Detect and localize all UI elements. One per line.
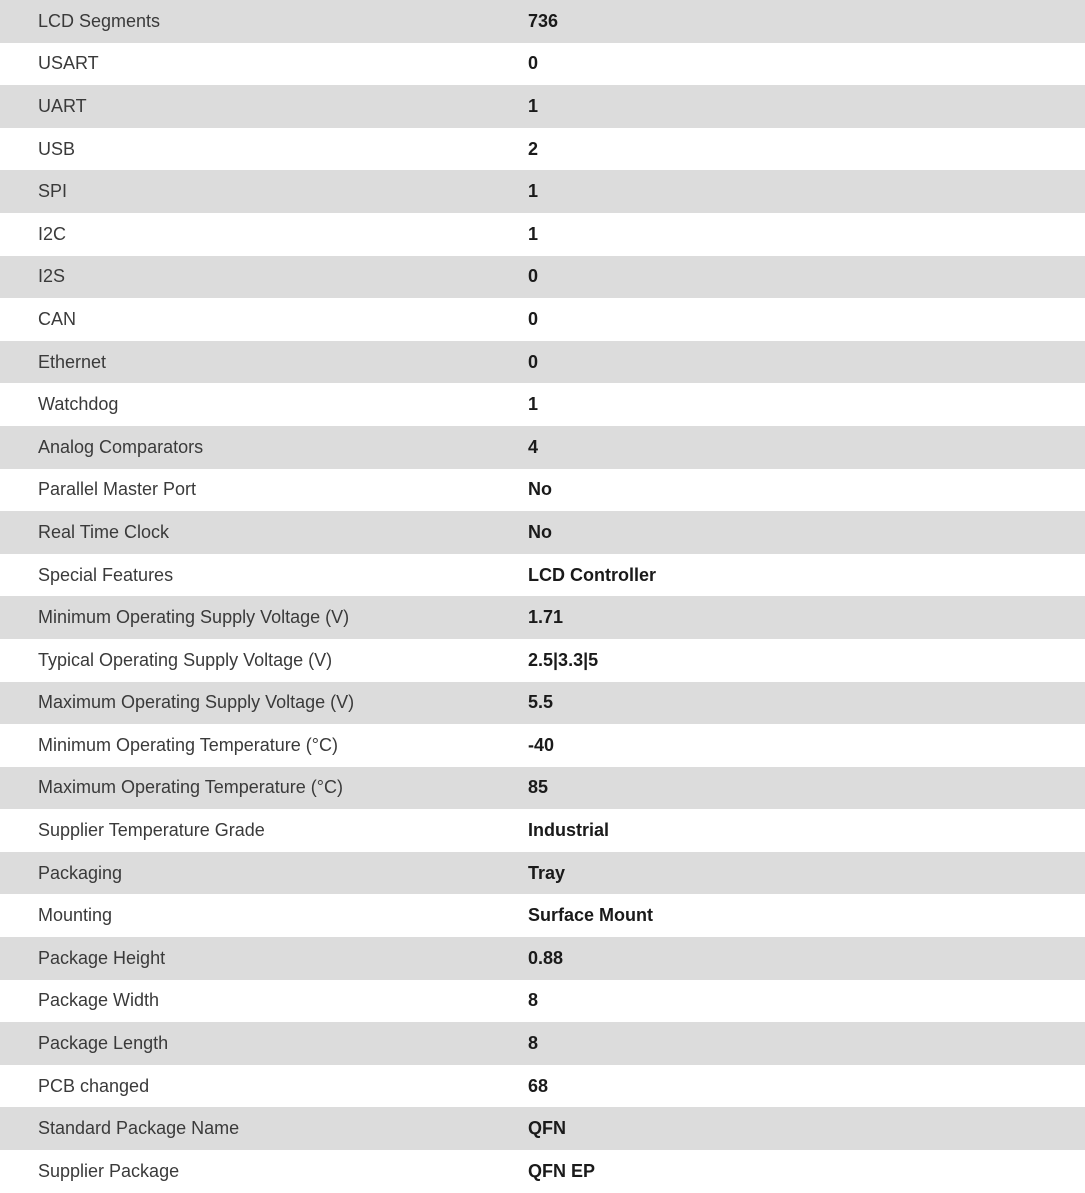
spec-value: 1: [528, 394, 539, 415]
spec-row: [0, 383, 1085, 426]
spec-row: [0, 85, 1085, 128]
spec-label: LCD Segments: [38, 10, 161, 31]
spec-value: 0: [528, 308, 539, 329]
spec-label: Ethernet: [38, 351, 107, 372]
spec-label: Minimum Operating Temperature (°C): [38, 734, 338, 755]
spec-row: [0, 1022, 1085, 1065]
spec-row: [0, 980, 1085, 1023]
spec-row: [0, 596, 1085, 639]
spec-value: Surface Mount: [528, 905, 654, 926]
spec-row: [0, 213, 1085, 256]
spec-value: Industrial: [528, 820, 610, 841]
spec-label: USB: [38, 138, 76, 159]
spec-label: SPI: [38, 181, 68, 202]
spec-label: Real Time Clock: [38, 521, 170, 542]
spec-value: LCD Controller: [528, 564, 656, 585]
spec-row: [0, 894, 1085, 937]
spec-value: 0: [528, 351, 539, 372]
spec-label: Special Features: [38, 564, 174, 585]
spec-row: [0, 1107, 1085, 1150]
spec-row: [0, 170, 1085, 213]
spec-label: Package Length: [38, 1033, 169, 1054]
spec-label: Typical Operating Supply Voltage (V): [38, 649, 333, 670]
spec-value: QFN: [528, 1118, 566, 1139]
spec-value: 1: [528, 181, 539, 202]
spec-row: [0, 256, 1085, 299]
spec-label: Watchdog: [38, 394, 119, 415]
spec-value: 85: [528, 777, 549, 798]
spec-row: [0, 43, 1085, 86]
spec-label: Package Height: [38, 947, 166, 968]
spec-row: [0, 937, 1085, 980]
spec-label: USART: [38, 53, 99, 74]
spec-label: Maximum Operating Temperature (°C): [38, 777, 343, 798]
spec-label: Analog Comparators: [38, 436, 204, 457]
spec-value: -40: [528, 734, 555, 755]
spec-value: 0.88: [528, 947, 564, 968]
spec-value: 2: [528, 138, 539, 159]
spec-value: 4: [528, 436, 539, 457]
spec-label: I2C: [38, 223, 67, 244]
spec-label: Maximum Operating Supply Voltage (V): [38, 692, 355, 713]
spec-row: [0, 0, 1085, 43]
spec-row: [0, 639, 1085, 682]
spec-row: [0, 511, 1085, 554]
spec-value: 0: [528, 53, 539, 74]
spec-value: 1: [528, 95, 539, 116]
spec-value: No: [528, 521, 552, 542]
spec-value: 0: [528, 266, 539, 287]
spec-label: Mounting: [38, 905, 113, 926]
spec-row: [0, 298, 1085, 341]
spec-value: QFN EP: [528, 1160, 596, 1181]
spec-value: 1: [528, 223, 539, 244]
spec-row: [0, 682, 1085, 725]
spec-value: 5.5: [528, 692, 554, 713]
spec-label: Standard Package Name: [38, 1118, 240, 1139]
spec-label: PCB changed: [38, 1075, 150, 1096]
spec-row: [0, 341, 1085, 384]
spec-row: [0, 1065, 1085, 1108]
spec-label: Parallel Master Port: [38, 479, 197, 500]
spec-row: [0, 1150, 1085, 1193]
spec-row: [0, 809, 1085, 852]
spec-value: Tray: [528, 862, 566, 883]
spec-label: Supplier Temperature Grade: [38, 820, 265, 841]
spec-value: 68: [528, 1075, 549, 1096]
spec-row: [0, 426, 1085, 469]
spec-label: Supplier Package: [38, 1160, 180, 1181]
spec-label: I2S: [38, 266, 66, 287]
spec-row: [0, 128, 1085, 171]
spec-row: [0, 469, 1085, 512]
spec-value: 1.71: [528, 607, 564, 628]
spec-label: Package Width: [38, 990, 160, 1011]
spec-row: [0, 852, 1085, 895]
spec-label: Minimum Operating Supply Voltage (V): [38, 607, 350, 628]
spec-label: Packaging: [38, 862, 123, 883]
spec-label: UART: [38, 95, 87, 116]
spec-row: [0, 554, 1085, 597]
spec-value: 8: [528, 990, 539, 1011]
spec-value: 736: [528, 10, 559, 31]
spec-value: 2.5|3.3|5: [528, 649, 599, 670]
spec-label: CAN: [38, 308, 77, 329]
spec-row: [0, 767, 1085, 810]
spec-row: [0, 724, 1085, 767]
spec-value: No: [528, 479, 552, 500]
spec-value: 8: [528, 1033, 539, 1054]
